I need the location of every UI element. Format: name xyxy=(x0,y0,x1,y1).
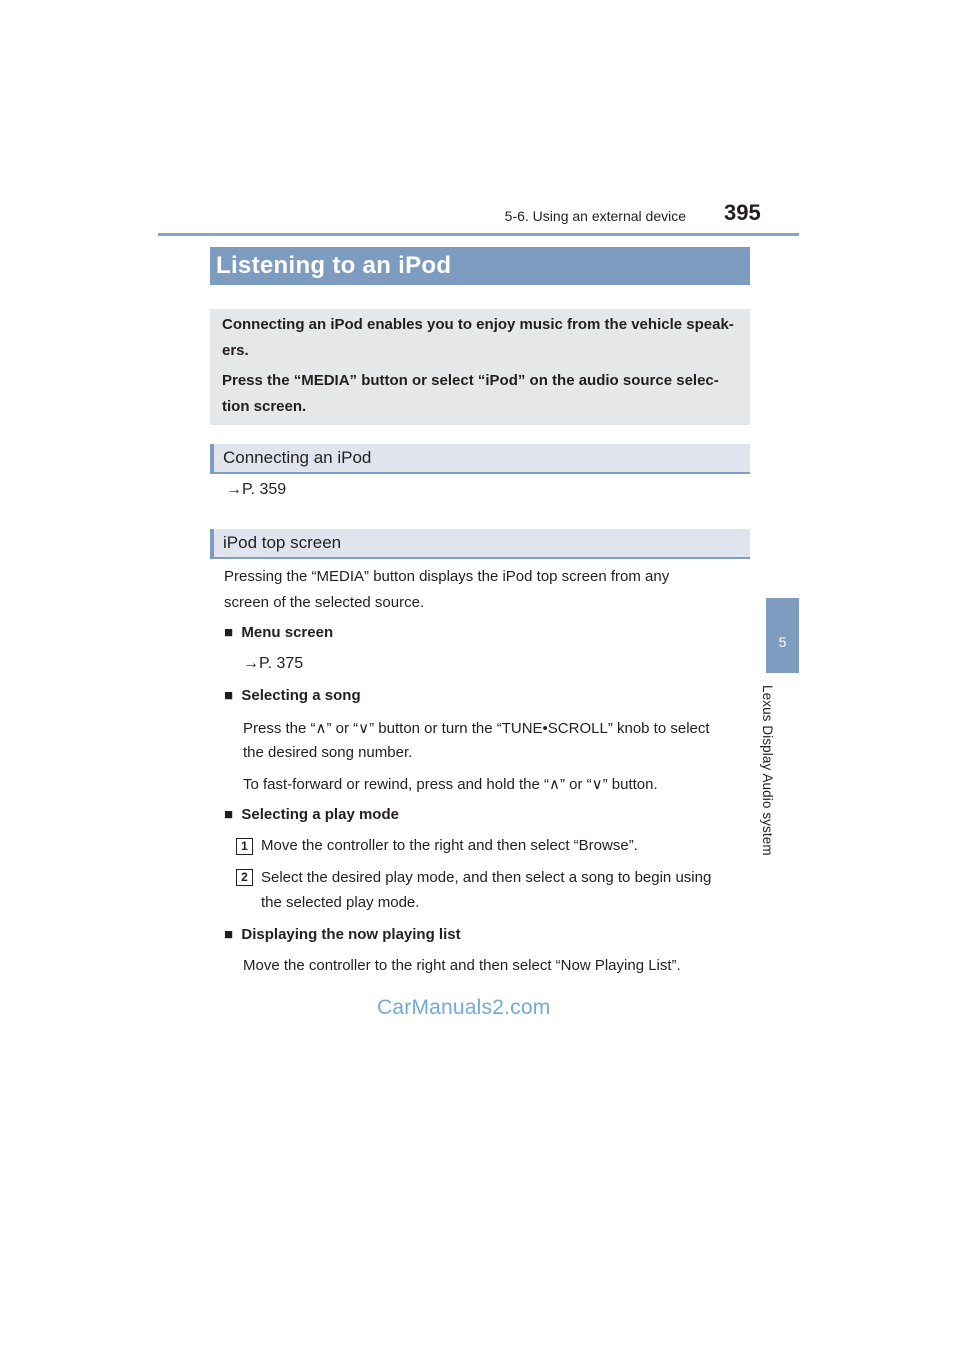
step-number-1: 1 xyxy=(236,838,253,855)
intro-line: Connecting an iPod enables you to enjoy music from the vehicle speak- xyxy=(222,316,734,333)
bullet-square-icon: ■ xyxy=(224,806,234,823)
subheading-connecting: Connecting an iPod xyxy=(223,448,372,467)
bullet-heading-play-mode: ■ Selecting a play mode xyxy=(224,806,399,823)
chapter-title: Lexus Display Audio system xyxy=(760,685,775,856)
paragraph-line: Press the “∧” or “∨” button or turn the “TUNE•SCROLL” knob to select xyxy=(243,720,710,737)
paragraph-line: screen of the selected source. xyxy=(224,594,425,611)
page-number: 395 xyxy=(724,200,761,225)
subheading-top-screen: iPod top screen xyxy=(223,533,342,552)
header-section-title: 5-6. Using an external device xyxy=(504,208,686,224)
step-text: the selected play mode. xyxy=(261,894,420,911)
bullet-heading-menu: ■ Menu screen xyxy=(224,624,334,641)
step-text: Move the controller to the right and then select “Browse”. xyxy=(261,837,638,854)
bullet-square-icon: ■ xyxy=(224,687,234,704)
bullet-square-icon: ■ xyxy=(224,926,234,943)
step-number-2: 2 xyxy=(236,869,253,886)
intro-line: ers. xyxy=(222,342,249,359)
page-title: Listening to an iPod xyxy=(216,252,452,279)
bullet-square-icon: ■ xyxy=(224,624,234,641)
bullet-heading-song: ■ Selecting a song xyxy=(224,687,361,704)
chapter-number: 5 xyxy=(778,634,787,650)
bullet-heading-now-playing: ■ Displaying the now playing list xyxy=(224,926,461,943)
paragraph-line: To fast-forward or rewind, press and hold the “∧” or “∨” button. xyxy=(243,776,658,793)
watermark: CarManuals2.com xyxy=(377,996,551,1019)
paragraph-line: Pressing the “MEDIA” button displays the iPod top screen from any xyxy=(224,568,670,585)
header-rule xyxy=(158,233,799,236)
intro-line: Press the “MEDIA” button or select “iPod” on the audio source selec- xyxy=(222,372,719,389)
paragraph-line: Move the controller to the right and then select “Now Playing List”. xyxy=(243,957,681,974)
intro-line: tion screen. xyxy=(222,398,307,415)
step-text: Select the desired play mode, and then select a song to begin using xyxy=(261,869,712,886)
paragraph-line: the desired song number. xyxy=(243,744,413,761)
reference-link[interactable]: →P. 375 xyxy=(243,655,304,672)
reference-link[interactable]: →P. 359 xyxy=(226,481,287,498)
